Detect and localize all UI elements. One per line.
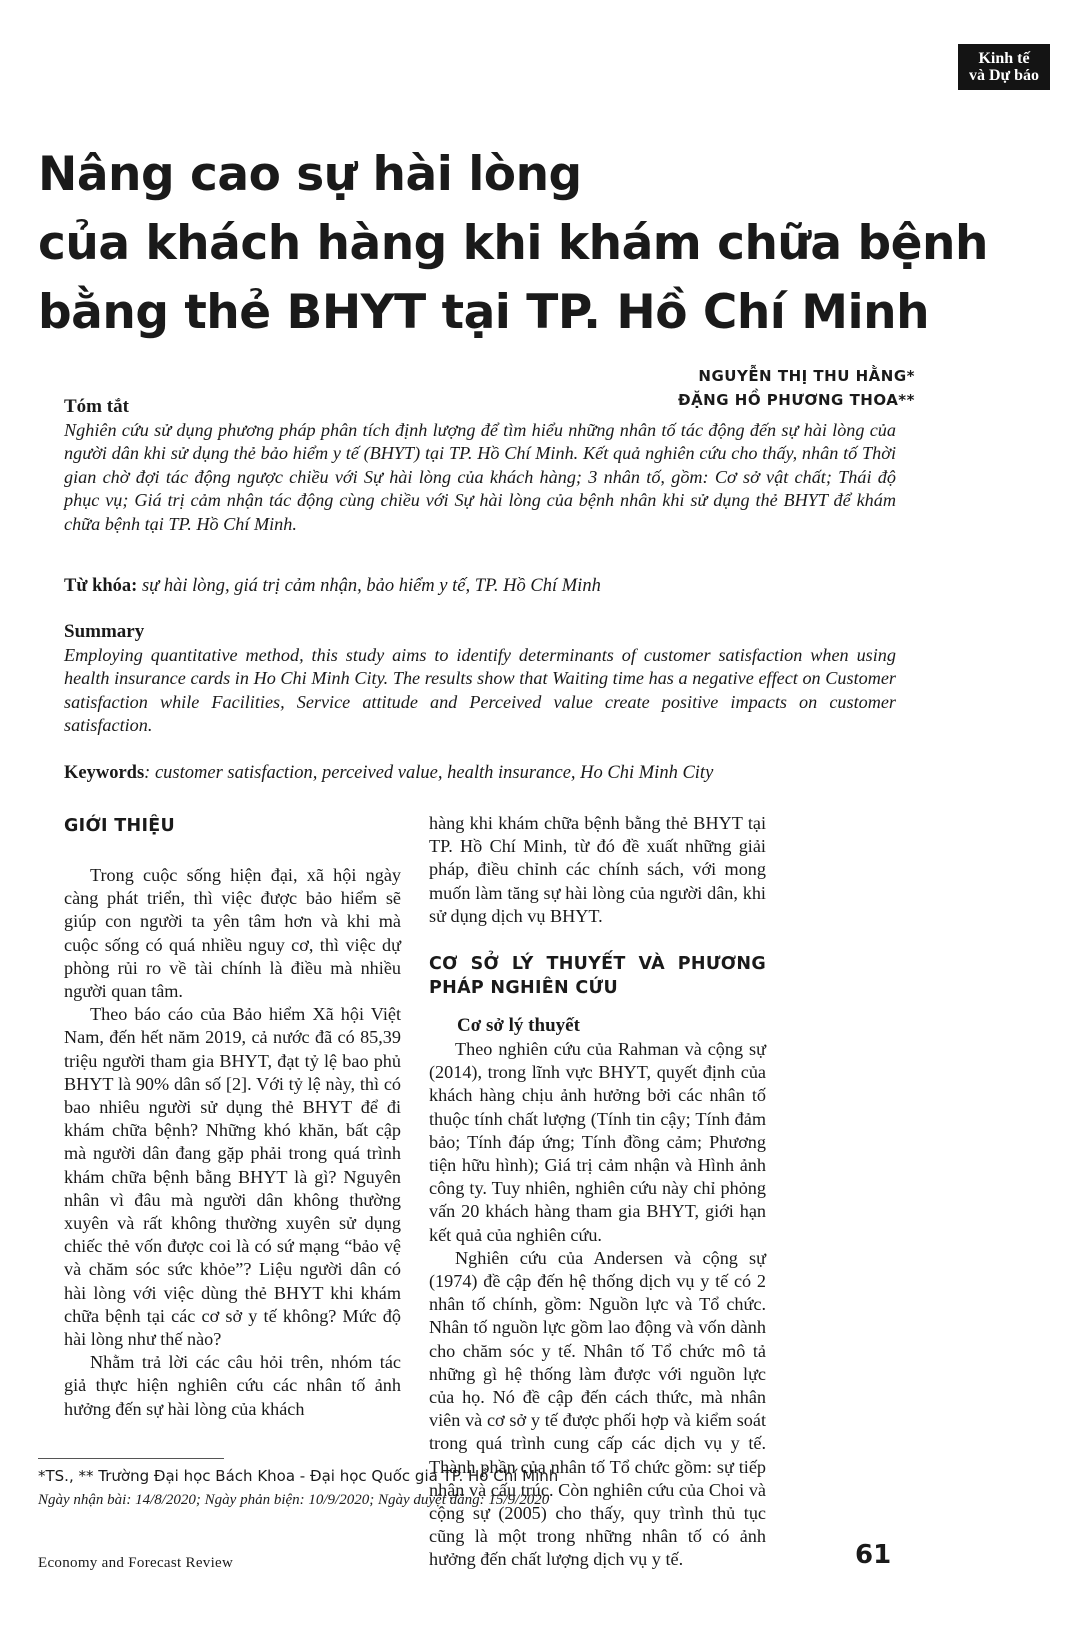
- journal-badge-line1: Kinh tế: [978, 50, 1030, 67]
- abstract-en-text: Employing quantitative method, this study aims to identify determinants of customer satisfaction when using health insurance cards in Ho Chi Minh City. The results show that Waiting time has a negative effect on Customer satisfaction while Facilities, Service attitude and Perceived value create positive impacts on customer satisfaction.: [64, 645, 896, 736]
- theory-subheading: Cơ sở lý thuyết: [457, 1015, 580, 1037]
- keywords-vi: [64, 574, 914, 598]
- abstract-en: [64, 620, 896, 738]
- abstract-vi-heading: Tóm tắt: [64, 396, 129, 417]
- intro-paragraph-2: Theo báo cáo của Bảo hiểm Xã hội Việt Nam, đến hết năm 2019, cả nước đã có 85,39 triệu người tham gia BHYT, đạt tỷ lệ bao phủ BHYT là 90% dân số [2]. Với tỷ lệ này, thì có bao nhiêu người sử dụng thẻ BHYT để đi khám chữa bệnh? Những khó khăn, bất cập mà người dân đang gặp phải trong quá trình khám chữa bệnh bằng BHYT là gì? Nguyên nhân vì đâu mà người dân không thường xuyên và rất không thường xuyên sử dụng chiếc thẻ vốn được coi là có sứ mạng “bảo vệ và chăm sóc sức khỏe”? Liệu người dân có hài lòng với việc dùng thẻ BHYT khi khám chữa bệnh tại các cơ sở y tế không? Mức độ hài lòng như thế nào?: [64, 1004, 401, 1350]
- title-line-2: của khách hàng khi khám chữa bệnh: [38, 216, 988, 271]
- abstract-en-heading: Summary: [64, 621, 145, 642]
- abstract-vi: [64, 395, 896, 536]
- author-1: NGUYỄN THỊ THU HẰNG*: [698, 367, 915, 385]
- footnote-dates: Ngày nhận bài: 14/8/2020; Ngày phản biện: 10/9/2020; Ngày duyệt đăng: 15/9/2020: [38, 1492, 550, 1508]
- title-line-3: bằng thẻ BHYT tại TP. Hồ Chí Minh: [38, 285, 930, 340]
- title-line-1: Nâng cao sự hài lòng: [38, 147, 582, 202]
- intro-paragraph-1: Trong cuộc sống hiện đại, xã hội ngày càng phát triển, thì việc được bảo hiểm sẽ giúp con người ta yên tâm hơn và khi mà cuộc sống có quá nhiều nguy cơ, thì việc dự phòng rủi ro về tài chính là điều mà nhiều người quan tâm.: [64, 865, 401, 1002]
- intro-paragraph-3: Nhằm trả lời các câu hỏi trên, nhóm tác giả thực hiện nghiên cứu các nhân tố ảnh hưởng đến sự hài lòng của khách: [64, 1352, 401, 1419]
- keywords-en-label: Keywords: [64, 763, 145, 783]
- abstract-vi-text: Nghiên cứu sử dụng phương pháp phân tích định lượng để tìm hiểu những nhân tố tác động đến sự hài lòng của người dân khi sử dụng thẻ bảo hiểm y tế (BHYT) tại TP. Hồ Chí Minh. Kết quả nghiên cứu cho thấy, nhân tố Thời gian chờ đợi tác động ngược chiều với Sự hài lòng của khách hàng; 3 nhân tố, gồm: Cơ sở vật chất; Thái độ phục vụ; Giá trị cảm nhận tác động cùng chiều với Sự hài lòng của bệnh nhân khi sử dụng thẻ BHYT để khám chữa bệnh tại TP. Hồ Chí Minh.: [64, 420, 896, 534]
- left-column: [64, 814, 401, 1421]
- journal-badge-line2: và Dự báo: [968, 67, 1040, 84]
- journal-badge: [958, 44, 1050, 90]
- theory-paragraph-1: Theo nghiên cứu của Rahman và cộng sự (2014), trong lĩnh vực BHYT, quyết định của khách hàng chịu ảnh hưởng bởi các nhân tố thuộc tính chất lượng (Tính tin cậy; Tính đảm bảo; Tính đáp ứng; Tính đồng cảm; Phương tiện hữu hình); Giá trị cảm nhận và Hình ảnh công ty. Tuy nhiên, nghiên cứu này chỉ phỏng vấn 20 khách hàng tham gia BHYT, giới hạn kết quả của nghiên cứu.: [429, 1039, 766, 1245]
- intro-heading: GIỚI THIỆU: [64, 816, 176, 836]
- intro-paragraph-3-continued: hàng khi khám chữa bệnh bằng thẻ BHYT tại TP. Hồ Chí Minh, từ đó đề xuất những giải pháp, điều chỉnh các chính sách, với mong muốn làm tăng sự hài lòng của người dân, khi sử dụng dịch vụ BHYT.: [429, 813, 766, 926]
- theory-paragraph-2: Nghiên cứu của Andersen và cộng sự (1974) đề cập đến hệ thống dịch vụ y tế có 2 nhân tố chính, gồm: Nguồn lực và Tổ chức. Nhân tố nguồn lực gồm lao động và vốn dành cho chăm sóc y tế. Nhân tố Tổ chức mô tả những gì hệ thống làm được với nguồn lực của họ. Nó đề cập đến cách thức, mà nhân viên và cơ sở y tế được phối hợp và kiểm soát trong quá trình cung cấp các dịch vụ y tế. Thành phần của nhân tố Tổ chức gồm: sự tiếp nhận và cấu trúc. Còn nghiên cứu của Choi và cộng sự (2005) cho thấy, quy trình thủ tục cũng là một trong những nhân tố có ảnh hưởng đến chất lượng dịch vụ y tế.: [429, 1247, 766, 1570]
- right-column: [429, 812, 766, 1572]
- page-number: 61: [855, 1540, 892, 1570]
- keywords-en-text: : customer satisfaction, perceived value, health insurance, Ho Chi Minh City: [144, 763, 714, 783]
- keywords-en: [64, 761, 914, 785]
- journal-footer: Economy and Forecast Review: [38, 1555, 234, 1571]
- author-2: ĐẶNG HỒ PHƯƠNG THOA**: [678, 391, 915, 409]
- footnote-affiliation: *TS., ** Trường Đại học Bách Khoa - Đại học Quốc gia TP. Hồ Chí Minh: [38, 1467, 559, 1485]
- article-title: [38, 140, 998, 347]
- keywords-vi-text: sự hài lòng, giá trị cảm nhận, bảo hiểm y tế, TP. Hồ Chí Minh: [141, 576, 601, 596]
- theory-heading: CƠ SỞ LÝ THUYẾT VÀ PHƯƠNG PHÁP NGHIÊN CỨU: [429, 954, 766, 999]
- keywords-vi-label: Từ khóa:: [64, 576, 138, 596]
- footnote-divider: [38, 1458, 224, 1459]
